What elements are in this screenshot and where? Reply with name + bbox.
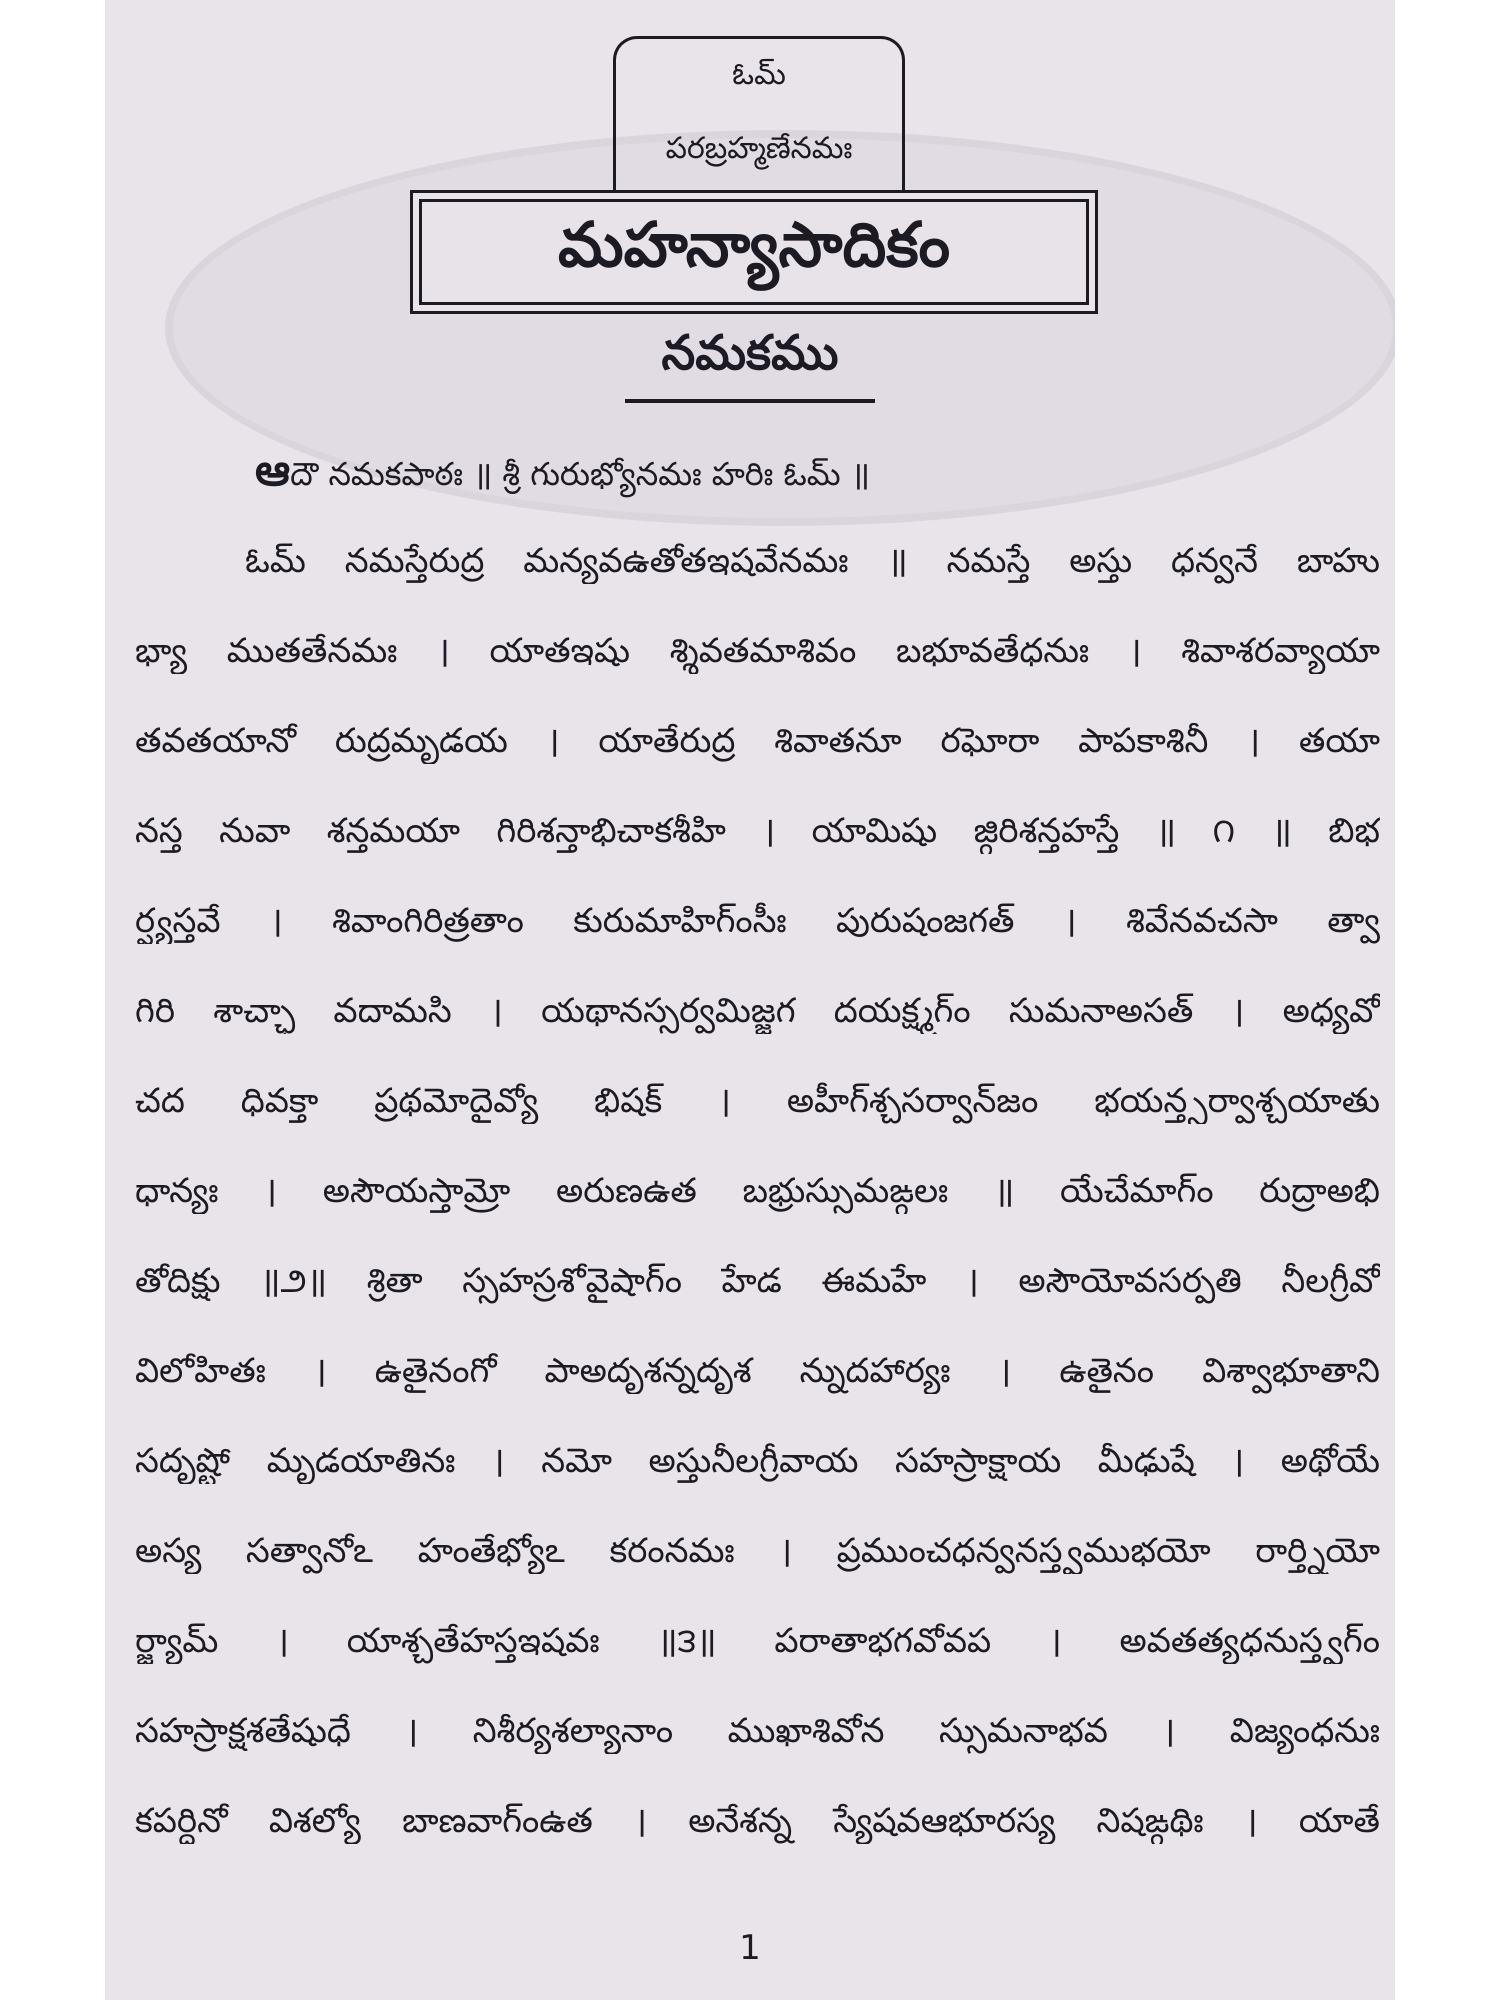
invocation-initial: ఆ: [255, 445, 291, 496]
verse-line: తోదిక్షు ॥౨॥ శ్రితా స్సహస్రశోవైషాగ్ం హేడ ఈమహే । అసౌయోవసర్పతి నీలగ్రీవో: [135, 1261, 1380, 1301]
om-heading: ఓమ్: [732, 57, 786, 92]
verse-line: చద ధివక్తా ప్రథమోదైవ్యో భిషక్ । అహీగ్‌శ్చసర్వాన్‌జం భయన్త్సర్వాశ్చయాతు: [135, 1081, 1380, 1121]
verse-line: విలోహితః । ఉతైనంగో పాఅదృశన్నదృశ న్నుదహార్యః । ఉతైనం విశ్వాభూతాని: [135, 1351, 1380, 1391]
document-page: [105, 0, 1395, 2000]
verse-line: తవతయానో రుద్రమృడయ । యాతేరుద్ర శివాతనూ రఘోరా పాపకాశినీ । తయా: [135, 721, 1380, 761]
verse-line: భ్యా ముతతేనమః । యాతఇషు శ్శివతమాశివం బభూవతేధనుః । శివాశరవ్యాయా: [135, 631, 1380, 671]
verse-line: ఓమ్ నమస్తేరుద్ర మన్యవఉతోతఇషవేనమః ॥ నమస్తే అస్తు ధన్వనే బాహు: [245, 541, 1380, 581]
verse-line: ర్జ్యామ్ । యాశ్చతేహస్తఇషవః ॥౩॥ పరాతాభగవోవప । అవతత్యధనుస్త్వగ్ం: [135, 1621, 1380, 1661]
invocation-text: దౌ నమకపాఠః ॥ శ్రీ గురుభ్యోనమః హరిః ఓమ్ ॥: [290, 455, 871, 493]
page-title-text: మహన్యాసాదికం: [557, 208, 951, 281]
verse-line: ర్ష్యస్తవే । శివాంగిరిత్రతాం కురుమాహిగ్ంసీః పురుషంజగత్ । శివేనవచసా త్వా: [135, 901, 1380, 941]
verse-line: అస్య సత్వానోఽ హంతేభ్యోఽ కరంనమః । ప్రముంచధన్వనస్త్వముభయో రార్త్నియో: [135, 1531, 1380, 1571]
title-frame: [613, 36, 905, 199]
salutation-heading: పరబ్రహ్మణేనమః: [665, 131, 853, 166]
verse-line: సదృష్టో మృడయాతినః । నమో అస్తునీలగ్రీవాయ సహస్రాక్షాయ మీఢుషే । అథోయే: [135, 1441, 1380, 1481]
verse-line: సహస్రాక్షశతేషుధే । నిశీర్యశల్యానాం ముఖాశివోన స్సుమనాభవ । విజ్యంధనుః: [135, 1711, 1380, 1751]
verse-line: నస్త నువా శన్తమయా గిరిశన్తాభిచాకశీహి । యామిషు జ్గిరిశన్తహస్తే ॥ ౧ ॥ బిభ: [135, 811, 1380, 851]
verse-line: గిరి శాచ్ఛా వదామసి । యథానస్సర్వమిజ్జగ దయక్ష్మగ్ం సుమనాఅసత్ । అధ్యవో: [135, 991, 1380, 1031]
invocation-line: [255, 445, 870, 507]
verse-line: కపర్దినో విశల్యో బాణవాగ్ంఉత । అనేశన్న స్యేషవఆభూరస్య నిషఙ్గథిః । యాతే: [135, 1801, 1380, 1841]
section-subtitle: నమకము: [625, 325, 875, 403]
page-title: [410, 190, 1098, 314]
page-number: 1: [739, 1928, 761, 1968]
verse-line: ధాన్యః । అసౌయస్తామ్రో అరుణఉత బభ్రుస్సుమఙ్గలః ॥ యేచేమాగ్ం రుద్రాఅభి: [135, 1171, 1380, 1211]
